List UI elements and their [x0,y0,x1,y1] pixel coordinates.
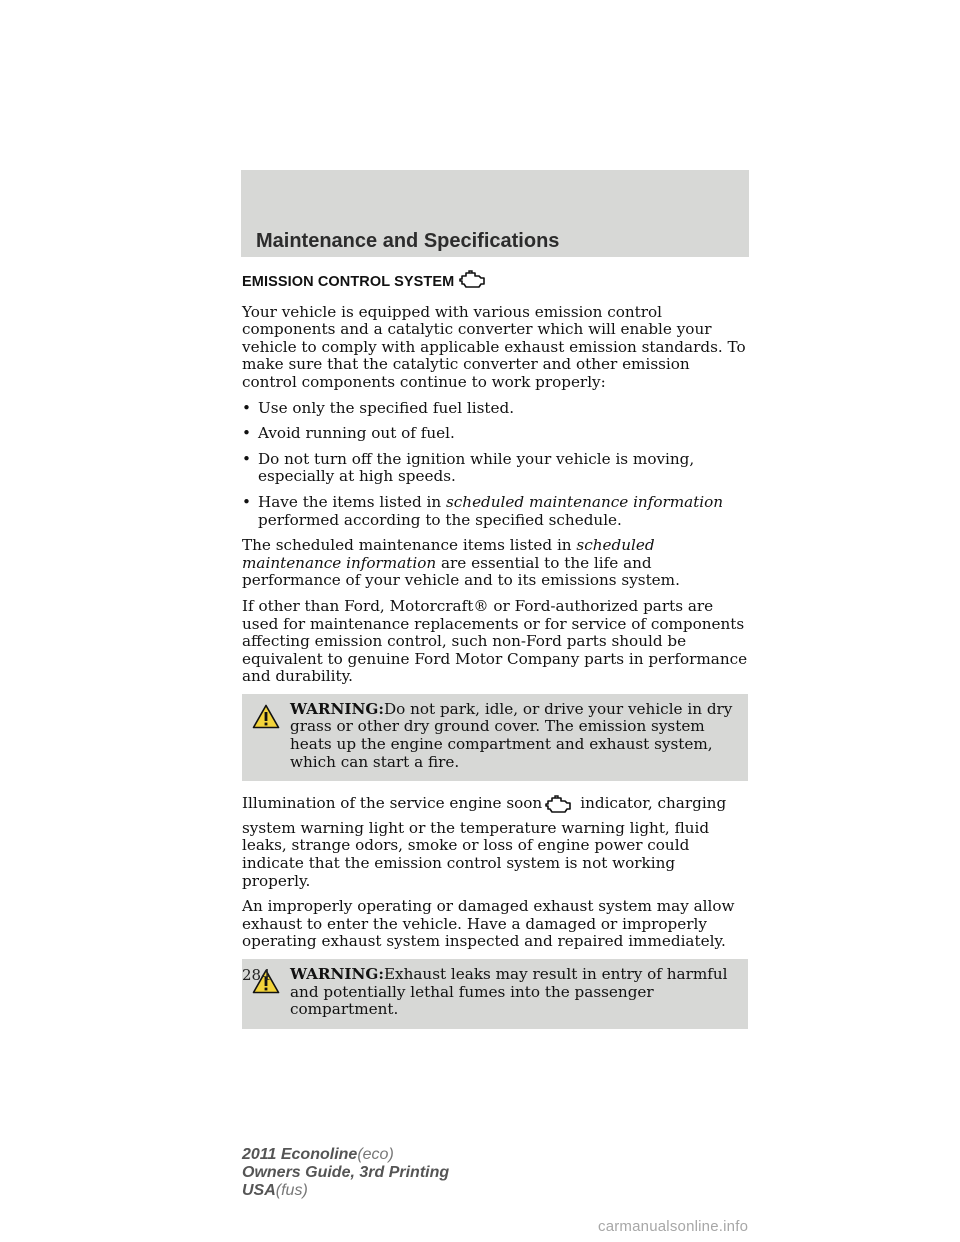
list-item-text: Use only the specified fuel listed. [258,398,515,417]
warning-label: WARNING: [290,965,384,983]
exhaust-paragraph: An improperly operating or damaged exhaust system may allow exhaust to enter the vehicle. Have a damaged or improperly operating exhaust system inspected and repaired immediately. [242,897,735,951]
section-title: Maintenance and Specifications [256,230,560,252]
bullet-dot: • [242,449,251,468]
warning-box [242,959,748,1029]
heading-text: EMISSION CONTROL SYSTEM [242,274,455,290]
warning-text [248,701,742,771]
text-run: Illumination of the service engine soon [242,794,543,813]
reference-italic: scheduled maintenance information [445,492,724,511]
footer-model-code: (eco) [357,1146,394,1163]
list-item-text [258,494,748,529]
footer-line-region [242,1182,449,1200]
list-item [242,425,748,443]
footer-region: USA [242,1182,276,1199]
list-item-text: Avoid running out of fuel. [258,424,455,443]
list-item [242,451,748,486]
footer-guide: Owners Guide, 3rd Printing [242,1164,450,1181]
text-run: The scheduled maintenance items listed in [242,536,577,555]
warning-body: Do not park, idle, or drive your vehicle in dry grass or other dry ground cover. The emission system heats up the engine compartment and exhaust system, which can start a fire. [290,699,733,771]
warning-triangle-icon [252,704,280,734]
bullet-dot: • [242,398,251,417]
footer-model: 2011 Econoline [242,1146,358,1163]
reference-italic: scheduled maintenance information [242,536,655,572]
list-item [242,494,748,529]
check-engine-icon [458,270,488,296]
list-item [242,400,748,418]
intro-paragraph: Your vehicle is equipped with various emission control components and a catalytic converter which will enable your vehicle to comply with applicable exhaust emission standards. To make sure that the catalytic converter and other emission control components continue to work properly: [242,302,746,391]
text-run: performed according to the specified schedule. [258,510,622,529]
scheduled-maintenance-paragraph [242,537,748,590]
text-run: Have the items listed in [258,492,446,511]
check-engine-icon [544,795,574,820]
parts-paragraph: If other than Ford, Motorcraft® or Ford-authorized parts are used for maintenance replacements or for service of components affecting emission control, such non-Ford parts should be equivalent to genuine Ford Motor Company parts in performance and durability. [242,596,748,686]
section-heading [242,270,748,296]
text-run: are essential to the life and performance of your vehicle and to its emissions system. [242,553,680,590]
warning-body: Exhaust leaks may result in entry of harmful and potentially lethal fumes into the passenger compartment. [290,965,728,1019]
illumination-paragraph [242,795,748,890]
footer-line-model [242,1146,449,1164]
warning-text [248,966,742,1019]
text-run: indicator, charging system warning light or the temperature warning light, fluid leaks, strange odors, smoke or loss of engine power could indicate that the emission control system is not working properly. [242,794,727,890]
document-footer [242,1146,449,1200]
bullet-dot: • [242,492,251,511]
warning-box [242,694,748,781]
footer-region-code: (fus) [275,1182,308,1199]
bullet-dot: • [242,424,251,443]
list-item-text: Do not turn off the ignition while your vehicle is moving, especially at high speeds. [258,449,695,486]
page-content [242,270,748,1043]
page-number: 284 [242,966,271,984]
warning-label: WARNING: [290,699,384,718]
footer-line-guide [242,1164,449,1182]
site-watermark: carmanualsonline.info [598,1218,749,1235]
